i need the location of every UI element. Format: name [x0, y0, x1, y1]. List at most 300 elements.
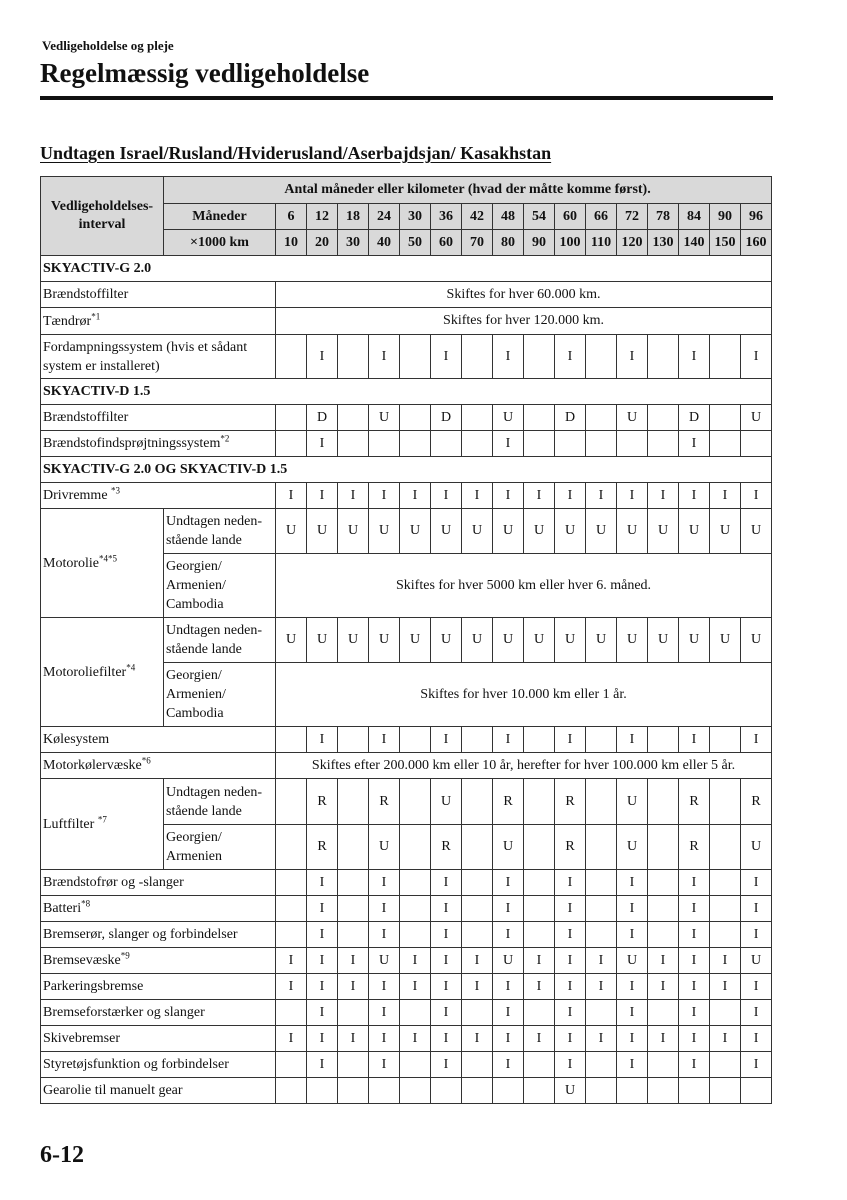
row-label-text: Brændstofindsprøjtningssystem: [43, 436, 221, 451]
schedule-cell: U: [617, 779, 648, 825]
schedule-cell: I: [307, 870, 338, 896]
schedule-cell: [586, 727, 617, 753]
schedule-cell: U: [493, 509, 524, 554]
schedule-cell: [524, 779, 555, 825]
schedule-cell: R: [679, 825, 710, 870]
schedule-cell: U: [369, 405, 400, 431]
month-header: 12: [307, 204, 338, 230]
schedule-cell: I: [741, 870, 772, 896]
schedule-cell: I: [431, 1026, 462, 1052]
schedule-cell: [400, 335, 431, 379]
row-label: [41, 335, 276, 379]
table-row: [41, 405, 772, 431]
schedule-cell: I: [493, 1026, 524, 1052]
schedule-cell: I: [617, 870, 648, 896]
schedule-cell: I: [679, 974, 710, 1000]
month-header: 84: [679, 204, 710, 230]
row-label-text: Kølesystem: [43, 732, 110, 747]
row-label-text: Bremseforstærker og slanger: [43, 1005, 205, 1020]
table-row: [41, 896, 772, 922]
schedule-cell: I: [431, 974, 462, 1000]
schedule-cell: [400, 870, 431, 896]
schedule-cell: I: [679, 727, 710, 753]
schedule-cell: R: [369, 779, 400, 825]
schedule-cell: I: [431, 870, 462, 896]
table-row: [41, 1000, 772, 1026]
schedule-cell: U: [493, 618, 524, 663]
schedule-cell: I: [493, 727, 524, 753]
section-row: SKYACTIV-D 1.5: [41, 379, 772, 405]
schedule-cell: I: [338, 948, 369, 974]
schedule-cell: I: [369, 1052, 400, 1078]
schedule-cell: I: [679, 896, 710, 922]
schedule-cell: [710, 896, 741, 922]
row-label-text: Drivremme: [43, 488, 112, 503]
schedule-cell: I: [617, 483, 648, 509]
schedule-cell: U: [741, 825, 772, 870]
sub-condition: Undtagen neden-stående lande: [164, 779, 276, 825]
schedule-cell: [338, 1000, 369, 1026]
sub-condition: Undtagen neden-stående lande: [164, 618, 276, 663]
schedule-cell: U: [741, 618, 772, 663]
schedule-cell: [524, 896, 555, 922]
footnote-ref: *3: [111, 485, 121, 496]
schedule-cell: [462, 727, 493, 753]
month-header: 78: [648, 204, 679, 230]
schedule-cell: I: [369, 896, 400, 922]
schedule-note: Skiftes for hver 120.000 km.: [276, 308, 772, 335]
schedule-cell: I: [276, 1026, 307, 1052]
schedule-cell: U: [741, 948, 772, 974]
schedule-cell: [710, 335, 741, 379]
schedule-cell: I: [493, 483, 524, 509]
schedule-cell: [462, 922, 493, 948]
schedule-cell: I: [617, 1000, 648, 1026]
schedule-cell: U: [338, 618, 369, 663]
row-label-text: Motoroliefilter: [43, 664, 127, 680]
schedule-cell: [276, 335, 307, 379]
schedule-cell: I: [524, 483, 555, 509]
schedule-cell: [586, 1078, 617, 1104]
schedule-cell: I: [462, 483, 493, 509]
schedule-note: Skiftes efter 200.000 km eller 10 år, herefter for hver 100.000 km eller 5 år.: [276, 753, 772, 779]
schedule-cell: I: [679, 870, 710, 896]
row-label: [41, 618, 164, 727]
row-label-text: Tændrør: [43, 313, 92, 329]
schedule-cell: [338, 870, 369, 896]
schedule-cell: I: [369, 870, 400, 896]
schedule-cell: I: [338, 974, 369, 1000]
schedule-cell: U: [431, 779, 462, 825]
table-row: [41, 335, 772, 379]
schedule-cell: R: [741, 779, 772, 825]
schedule-cell: [524, 1078, 555, 1104]
month-header: 54: [524, 204, 555, 230]
schedule-cell: [338, 431, 369, 457]
month-header: 24: [369, 204, 400, 230]
schedule-cell: I: [462, 974, 493, 1000]
row-label-text: Brændstoffilter: [43, 410, 129, 425]
km-header: 40: [369, 230, 400, 256]
km-header: 160: [741, 230, 772, 256]
schedule-cell: U: [276, 618, 307, 663]
schedule-cell: I: [524, 974, 555, 1000]
schedule-cell: I: [400, 1026, 431, 1052]
schedule-cell: I: [555, 870, 586, 896]
row-label: [41, 509, 164, 618]
schedule-cell: I: [493, 922, 524, 948]
schedule-cell: I: [431, 483, 462, 509]
schedule-cell: [648, 431, 679, 457]
schedule-cell: [555, 431, 586, 457]
schedule-cell: I: [679, 1026, 710, 1052]
schedule-cell: I: [431, 335, 462, 379]
schedule-cell: R: [679, 779, 710, 825]
schedule-cell: I: [710, 483, 741, 509]
schedule-cell: [400, 779, 431, 825]
row-label-text: Motorkølervæske: [43, 758, 142, 773]
schedule-cell: I: [307, 974, 338, 1000]
schedule-cell: [338, 922, 369, 948]
schedule-cell: I: [617, 335, 648, 379]
running-head: Vedligeholdelse og pleje: [42, 38, 174, 53]
row-label: [41, 282, 276, 308]
schedule-cell: I: [462, 948, 493, 974]
schedule-cell: I: [648, 974, 679, 1000]
schedule-cell: I: [555, 922, 586, 948]
sub-condition: Undtagen neden-stående lande: [164, 509, 276, 554]
schedule-cell: U: [431, 618, 462, 663]
schedule-cell: [586, 779, 617, 825]
schedule-cell: [586, 825, 617, 870]
schedule-cell: [276, 922, 307, 948]
schedule-cell: I: [617, 1026, 648, 1052]
row-label-text: Motorolie: [43, 555, 99, 571]
km-label: ×1000 km: [164, 230, 276, 256]
schedule-cell: [524, 870, 555, 896]
month-header: 42: [462, 204, 493, 230]
schedule-cell: U: [462, 618, 493, 663]
table-row: [41, 282, 772, 308]
row-label: [41, 896, 276, 922]
schedule-cell: U: [276, 509, 307, 554]
schedule-cell: I: [369, 483, 400, 509]
schedule-cell: I: [555, 727, 586, 753]
schedule-cell: U: [679, 509, 710, 554]
km-header: 110: [586, 230, 617, 256]
schedule-cell: I: [276, 974, 307, 1000]
title-rule: [40, 96, 773, 100]
schedule-cell: [617, 431, 648, 457]
schedule-cell: I: [493, 1000, 524, 1026]
schedule-cell: I: [307, 335, 338, 379]
row-label: [41, 870, 276, 896]
schedule-cell: U: [493, 948, 524, 974]
table-row: [41, 779, 772, 825]
schedule-cell: [400, 1000, 431, 1026]
schedule-cell: [586, 896, 617, 922]
schedule-cell: U: [369, 618, 400, 663]
schedule-cell: [276, 1052, 307, 1078]
table-row: [41, 948, 772, 974]
schedule-cell: I: [679, 1052, 710, 1078]
schedule-cell: I: [555, 1052, 586, 1078]
schedule-cell: I: [741, 1026, 772, 1052]
schedule-cell: [741, 431, 772, 457]
schedule-cell: [648, 922, 679, 948]
km-header: 30: [338, 230, 369, 256]
schedule-cell: I: [679, 431, 710, 457]
km-header: 120: [617, 230, 648, 256]
row-label: [41, 431, 276, 457]
schedule-cell: R: [431, 825, 462, 870]
schedule-cell: [400, 896, 431, 922]
schedule-cell: I: [369, 974, 400, 1000]
schedule-cell: U: [400, 509, 431, 554]
row-label: [41, 1000, 276, 1026]
schedule-cell: I: [307, 483, 338, 509]
schedule-cell: I: [741, 335, 772, 379]
schedule-note: Skiftes for hver 60.000 km.: [276, 282, 772, 308]
schedule-cell: I: [400, 974, 431, 1000]
schedule-cell: U: [307, 509, 338, 554]
schedule-cell: I: [617, 727, 648, 753]
table-row: [41, 1078, 772, 1104]
schedule-cell: [369, 1078, 400, 1104]
schedule-cell: [276, 1078, 307, 1104]
schedule-cell: [586, 1000, 617, 1026]
schedule-cell: U: [369, 948, 400, 974]
schedule-cell: I: [617, 974, 648, 1000]
schedule-cell: I: [679, 483, 710, 509]
table-row: [41, 753, 772, 779]
schedule-cell: [462, 779, 493, 825]
schedule-cell: [431, 1078, 462, 1104]
schedule-cell: I: [493, 974, 524, 1000]
schedule-cell: U: [586, 509, 617, 554]
schedule-cell: I: [307, 1000, 338, 1026]
row-label-text: Styretøjsfunktion og forbindelser: [43, 1057, 229, 1072]
schedule-cell: [338, 405, 369, 431]
schedule-cell: I: [369, 727, 400, 753]
schedule-cell: I: [493, 870, 524, 896]
month-header: 90: [710, 204, 741, 230]
schedule-cell: [679, 1078, 710, 1104]
schedule-cell: [524, 825, 555, 870]
month-header: 30: [400, 204, 431, 230]
schedule-cell: [648, 825, 679, 870]
schedule-cell: [338, 779, 369, 825]
schedule-cell: [524, 1052, 555, 1078]
schedule-cell: [710, 1000, 741, 1026]
months-label: Måneder: [164, 204, 276, 230]
schedule-cell: [400, 1052, 431, 1078]
schedule-cell: [617, 1078, 648, 1104]
schedule-cell: [400, 405, 431, 431]
row-label: [41, 1026, 276, 1052]
schedule-cell: I: [431, 1000, 462, 1026]
schedule-cell: I: [369, 1026, 400, 1052]
section-heading: Undtagen Israel/Rusland/Hviderusland/Aserbajdsjan/ Kasakhstan: [40, 143, 552, 163]
interval-header: Vedligeholdelses-interval: [41, 177, 164, 256]
row-label: [41, 483, 276, 509]
schedule-cell: I: [648, 483, 679, 509]
schedule-cell: D: [307, 405, 338, 431]
page-title: Regelmæssig vedligeholdelse: [40, 58, 370, 88]
schedule-cell: U: [710, 618, 741, 663]
schedule-cell: U: [462, 509, 493, 554]
schedule-cell: [400, 825, 431, 870]
schedule-cell: I: [679, 922, 710, 948]
schedule-cell: [586, 431, 617, 457]
table-row: [41, 922, 772, 948]
schedule-cell: [710, 1052, 741, 1078]
schedule-cell: I: [555, 1026, 586, 1052]
schedule-cell: [710, 727, 741, 753]
row-label: [41, 308, 276, 335]
schedule-cell: I: [555, 335, 586, 379]
schedule-cell: I: [555, 948, 586, 974]
schedule-cell: [710, 870, 741, 896]
row-label: [41, 753, 276, 779]
schedule-cell: [400, 727, 431, 753]
schedule-cell: U: [493, 825, 524, 870]
table-row: [41, 431, 772, 457]
schedule-cell: [276, 825, 307, 870]
schedule-cell: [586, 335, 617, 379]
km-header: 20: [307, 230, 338, 256]
schedule-cell: U: [741, 509, 772, 554]
schedule-cell: R: [307, 825, 338, 870]
schedule-cell: I: [679, 1000, 710, 1026]
schedule-cell: [648, 1052, 679, 1078]
schedule-cell: [524, 405, 555, 431]
row-label: [41, 948, 276, 974]
schedule-cell: [648, 405, 679, 431]
month-header: 18: [338, 204, 369, 230]
table-row: [41, 308, 772, 335]
km-header: 50: [400, 230, 431, 256]
schedule-cell: U: [524, 509, 555, 554]
schedule-cell: [648, 1000, 679, 1026]
schedule-cell: [369, 431, 400, 457]
row-label-text: Bremsevæske: [43, 953, 121, 968]
km-header: 130: [648, 230, 679, 256]
schedule-cell: I: [462, 1026, 493, 1052]
sub-condition: Georgien/ Armenien/ Cambodia: [164, 554, 276, 618]
month-header: 48: [493, 204, 524, 230]
table-row: [41, 457, 772, 483]
schedule-cell: I: [307, 1026, 338, 1052]
schedule-cell: U: [555, 509, 586, 554]
schedule-cell: U: [555, 1078, 586, 1104]
table-row: [41, 870, 772, 896]
schedule-cell: [648, 779, 679, 825]
schedule-cell: I: [338, 1026, 369, 1052]
row-label-text: Parkeringsbremse: [43, 979, 144, 994]
schedule-cell: [710, 431, 741, 457]
row-label-text: Skivebremser: [43, 1031, 120, 1046]
section-row: SKYACTIV-G 2.0 OG SKYACTIV-D 1.5: [41, 457, 772, 483]
schedule-cell: [276, 727, 307, 753]
schedule-cell: U: [493, 405, 524, 431]
schedule-cell: I: [400, 483, 431, 509]
schedule-cell: I: [307, 431, 338, 457]
table-row: [41, 1026, 772, 1052]
schedule-cell: D: [431, 405, 462, 431]
schedule-cell: U: [555, 618, 586, 663]
schedule-cell: I: [524, 948, 555, 974]
schedule-cell: [648, 335, 679, 379]
schedule-cell: I: [431, 727, 462, 753]
schedule-note: Skiftes for hver 10.000 km eller 1 år.: [276, 663, 772, 727]
schedule-cell: U: [741, 405, 772, 431]
schedule-cell: D: [679, 405, 710, 431]
schedule-cell: I: [555, 974, 586, 1000]
schedule-cell: I: [493, 335, 524, 379]
schedule-cell: U: [648, 618, 679, 663]
schedule-cell: [524, 335, 555, 379]
schedule-cell: [586, 870, 617, 896]
schedule-cell: I: [307, 922, 338, 948]
maintenance-schedule-table: [40, 176, 772, 1104]
schedule-cell: I: [741, 483, 772, 509]
month-header: 72: [617, 204, 648, 230]
schedule-cell: U: [617, 405, 648, 431]
sub-condition: Georgien/ Armenien/ Cambodia: [164, 663, 276, 727]
schedule-cell: [524, 1000, 555, 1026]
schedule-cell: I: [400, 948, 431, 974]
schedule-cell: U: [431, 509, 462, 554]
schedule-cell: [462, 870, 493, 896]
schedule-cell: [586, 1052, 617, 1078]
schedule-cell: [338, 1052, 369, 1078]
sub-condition: Georgien/ Armenien: [164, 825, 276, 870]
km-header: 100: [555, 230, 586, 256]
schedule-cell: [741, 1078, 772, 1104]
schedule-cell: [710, 779, 741, 825]
schedule-cell: [648, 870, 679, 896]
schedule-cell: [710, 922, 741, 948]
schedule-cell: I: [338, 483, 369, 509]
table-row: [41, 974, 772, 1000]
schedule-cell: U: [369, 509, 400, 554]
row-label: [41, 1052, 276, 1078]
schedule-cell: I: [555, 483, 586, 509]
schedule-cell: [338, 896, 369, 922]
schedule-cell: [462, 335, 493, 379]
row-label-text: Luftfilter: [43, 816, 98, 832]
footnote-ref: *1: [91, 310, 101, 321]
row-label-text: Fordampningssystem (hvis et sådant system er installeret): [43, 339, 248, 374]
row-label-text: Bremserør, slanger og forbindelser: [43, 927, 238, 942]
schedule-cell: D: [555, 405, 586, 431]
schedule-cell: I: [307, 896, 338, 922]
schedule-cell: I: [617, 896, 648, 922]
schedule-cell: [462, 1000, 493, 1026]
schedule-cell: I: [617, 922, 648, 948]
schedule-cell: U: [307, 618, 338, 663]
schedule-cell: [524, 922, 555, 948]
schedule-cell: I: [741, 974, 772, 1000]
schedule-cell: U: [679, 618, 710, 663]
schedule-cell: I: [555, 1000, 586, 1026]
schedule-cell: [400, 1078, 431, 1104]
schedule-cell: I: [586, 948, 617, 974]
schedule-cell: I: [493, 896, 524, 922]
schedule-cell: I: [741, 1052, 772, 1078]
schedule-cell: [710, 825, 741, 870]
